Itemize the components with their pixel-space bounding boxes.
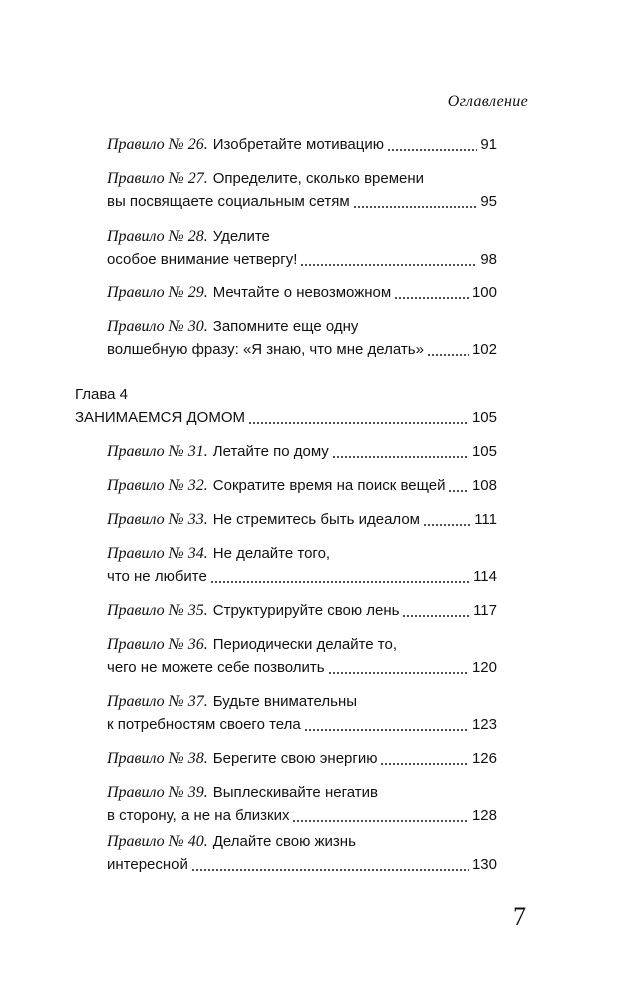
rule-number: Правило № 40. [107,833,208,850]
page-ref: 108 [471,477,497,494]
page-ref: 126 [471,750,497,767]
dot-leader [353,206,478,208]
rule-number: Правило № 28. [107,228,208,245]
toc-entry-rule-38[interactable] [107,750,497,768]
toc-entry-rule-33[interactable] [107,511,497,529]
dot-leader [402,615,470,617]
rule-title: вы посвящаете социальным сетям [107,193,350,210]
dot-leader [328,672,469,674]
running-header: Оглавление [447,93,528,110]
toc-entry-rule-39-cont[interactable] [107,807,497,825]
toc-entry-rule-27[interactable] [107,170,497,188]
rule-title: Изобретайте мотивацию [212,136,384,153]
toc-entry-rule-27-cont[interactable] [107,193,497,211]
rule-number: Правило № 38. [107,750,208,767]
toc-entry-rule-36[interactable] [107,636,497,654]
rule-title: Структурируйте свою лень [212,602,400,619]
rule-title: Будьте внимательны [212,693,358,710]
page-ref: 117 [473,602,497,619]
rule-title: Не стремитесь быть идеалом [212,511,420,528]
toc-entry-rule-26[interactable] [107,136,497,154]
dot-leader [300,264,477,266]
dot-leader [292,820,469,822]
rule-title: Мечтайте о невозможном [212,284,392,301]
page-ref: 123 [471,716,497,733]
page-ref: 130 [471,856,497,873]
dot-leader [394,297,469,299]
chapter-title: ЗАНИМАЕМСЯ ДОМОМ [75,409,245,426]
rule-title: интересной [107,856,188,873]
rule-number: Правило № 26. [107,136,208,153]
rule-number: Правило № 32. [107,477,208,494]
page-ref: 95 [480,193,497,210]
page-ref: 102 [471,341,497,358]
rule-title: Выплескивайте негатив [212,784,378,801]
toc-entry-rule-40-cont[interactable] [107,856,497,874]
rule-number: Правило № 35. [107,602,208,619]
dot-leader [427,354,469,356]
dot-leader [191,869,469,871]
toc-entry-rule-28[interactable] [107,228,497,246]
rule-title: Берегите свою энергию [212,750,378,767]
chapter-number: Глава 4 [75,386,129,403]
rule-number: Правило № 36. [107,636,208,653]
toc-entry-rule-30[interactable] [107,318,497,336]
page-ref: 105 [471,409,497,426]
page-ref: 91 [480,136,497,153]
rule-number: Правило № 33. [107,511,208,528]
toc-entry-rule-34-cont[interactable] [107,568,497,586]
rule-number: Правило № 27. [107,170,208,187]
dot-leader [248,422,469,424]
rule-number: Правило № 31. [107,443,208,460]
rule-title: чего не можете себе позволить [107,659,325,676]
rule-title: что не любите [107,568,207,585]
rule-title: в сторону, а не на близких [107,807,290,824]
toc-entry-rule-28-cont[interactable] [107,251,497,269]
toc-entry-rule-29[interactable] [107,284,497,302]
toc-entry-rule-40[interactable] [107,833,497,851]
chapter-label [75,386,497,404]
toc-entry-rule-32[interactable] [107,477,497,495]
toc-entry-rule-31[interactable] [107,443,497,461]
dot-leader [387,149,477,151]
toc-entry-rule-37[interactable] [107,693,497,711]
rule-title: Определите, сколько времени [212,170,425,187]
dot-leader [448,490,468,492]
rule-number: Правило № 34. [107,545,208,562]
dot-leader [423,524,471,526]
rule-title: Сократите время на поиск вещей [212,477,446,494]
rule-title: Запомните еще одну [212,318,359,335]
page-ref: 111 [474,511,497,528]
page-ref: 120 [471,659,497,676]
rule-number: Правило № 29. [107,284,208,301]
dot-leader [210,581,470,583]
rule-title: Не делайте того, [212,545,331,562]
dot-leader [304,729,469,731]
rule-title: особое внимание четвергу! [107,251,298,268]
page-ref: 100 [471,284,497,301]
rule-title: Делайте свою жизнь [212,833,356,850]
rule-number: Правило № 30. [107,318,208,335]
rule-title: волшебную фразу: «Я знаю, что мне делать» [107,341,424,358]
rule-title: Уделите [212,228,270,245]
page-ref: 98 [480,251,497,268]
page-number: 7 [513,902,526,931]
rule-number: Правило № 39. [107,784,208,801]
rule-title: к потребностям своего тела [107,716,301,733]
rule-title: Периодически делайте то, [212,636,398,653]
page-ref: 128 [471,807,497,824]
toc-entry-rule-30-cont[interactable] [107,341,497,359]
toc-entry-rule-37-cont[interactable] [107,716,497,734]
page-ref: 105 [471,443,497,460]
page-ref: 114 [473,568,497,585]
rule-title: Летайте по дому [212,443,329,460]
toc-entry-rule-34[interactable] [107,545,497,563]
toc-entry-rule-36-cont[interactable] [107,659,497,677]
toc-entry-rule-35[interactable] [107,602,497,620]
dot-leader [332,456,469,458]
rule-number: Правило № 37. [107,693,208,710]
toc-entry-rule-39[interactable] [107,784,497,802]
toc-entry-chapter-4[interactable] [75,409,497,427]
dot-leader [380,763,468,765]
